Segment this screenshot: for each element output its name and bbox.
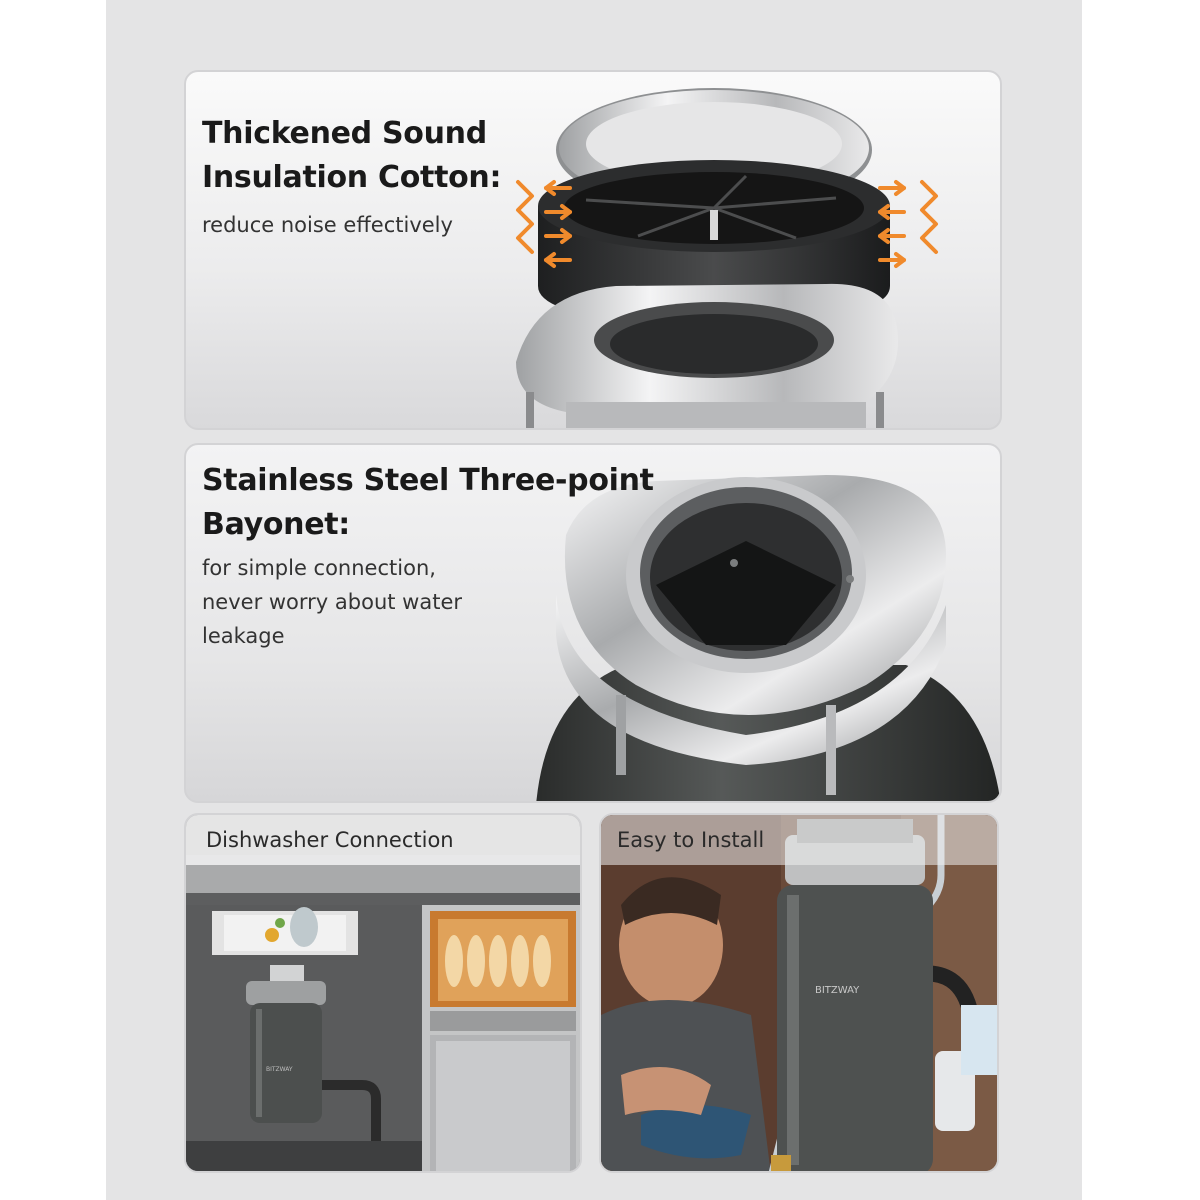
dishwasher-caption: Dishwasher Connection xyxy=(186,815,580,865)
insulation-title: Thickened Sound Insulation Cotton: xyxy=(202,116,502,195)
easy-install-panel xyxy=(599,813,999,1173)
bayonet-subtitle: for simple connection, never worry about water leakage xyxy=(202,556,463,648)
easy-install-caption: Easy to Install xyxy=(601,815,997,865)
insulation-product-illustration xyxy=(186,72,1002,430)
bayonet-title: Stainless Steel Three-point Bayonet: xyxy=(202,463,654,542)
installation-photo-illustration xyxy=(601,815,999,1173)
disposer-brand-mark: BITZWAY xyxy=(815,985,860,996)
kitchen-scene-illustration xyxy=(186,815,582,1173)
disposer-brand-mark: BITZWAY xyxy=(266,1066,293,1073)
insulation-feature-card xyxy=(184,70,1002,430)
insulation-subtitle: reduce noise effectively xyxy=(202,213,453,237)
bayonet-feature-card xyxy=(184,443,1002,803)
dishwasher-connection-panel xyxy=(184,813,582,1173)
